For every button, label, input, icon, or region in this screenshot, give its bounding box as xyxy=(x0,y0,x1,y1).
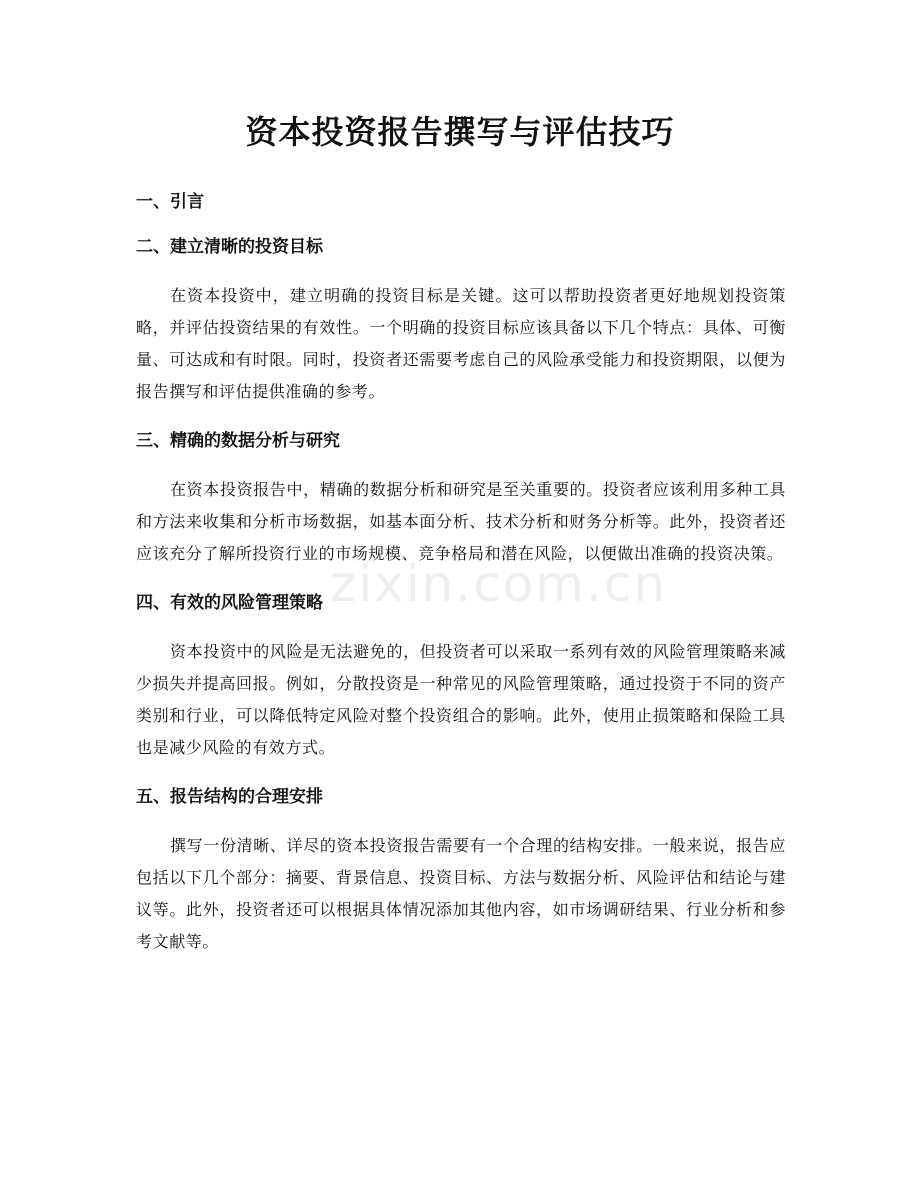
section-data-analysis xyxy=(136,427,786,570)
section-paragraph: 在资本投资报告中，精确的数据分析和研究是至关重要的。投资者应该利用多种工具和方法来收集和分析市场数据，如基本面分析、技术分析和财务分析等。此外，投资者还应该充分了解所投资行业的市场规模、竞争格局和潜在风险，以便做出准确的投资决策。 xyxy=(136,480,786,563)
section-heading: 五、报告结构的合理安排 xyxy=(136,787,323,807)
section-risk-management xyxy=(136,589,786,764)
section-paragraph: 撰写一份清晰、详尽的资本投资报告需要有一个合理的结构安排。一般来说，报告应包括以下几个部分：摘要、背景信息、投资目标、方法与数据分析、风险评估和结论与建议等。此外，投资者还可以根据具体情况添加其他内容，如市场调研结果、行业分析和参考文献等。 xyxy=(136,836,786,951)
section-heading: 四、有效的风险管理策略 xyxy=(136,593,323,613)
section-investment-goals xyxy=(136,233,786,408)
section-paragraph: 在资本投资中，建立明确的投资目标是关键。这可以帮助投资者更好地规划投资策略，并评估投资结果的有效性。一个明确的投资目标应该具备以下几个特点：具体、可衡量、可达成和有时限。同时，投资者还需要考虑自己的风险承受能力和投资期限，以便为报告撰写和评估提供准确的参考。 xyxy=(136,286,786,401)
section-heading: 一、引言 xyxy=(136,192,204,212)
watermark: zixin.com.cn xyxy=(330,555,668,613)
section-introduction xyxy=(136,188,786,216)
section-report-structure xyxy=(136,783,786,958)
document-body xyxy=(136,188,786,958)
section-heading: 三、精确的数据分析与研究 xyxy=(136,431,340,451)
section-heading: 二、建立清晰的投资目标 xyxy=(136,237,323,257)
section-paragraph: 资本投资中的风险是无法避免的，但投资者可以采取一系列有效的风险管理策略来减少损失并提高回报。例如，分散投资是一种常见的风险管理策略，通过投资于不同的资产类别和行业，可以降低特定风险对整个投资组合的影响。此外，使用止损策略和保险工具也是减少风险的有效方式。 xyxy=(136,642,786,757)
document-title: 资本投资报告撰写与评估技巧 xyxy=(245,113,675,151)
